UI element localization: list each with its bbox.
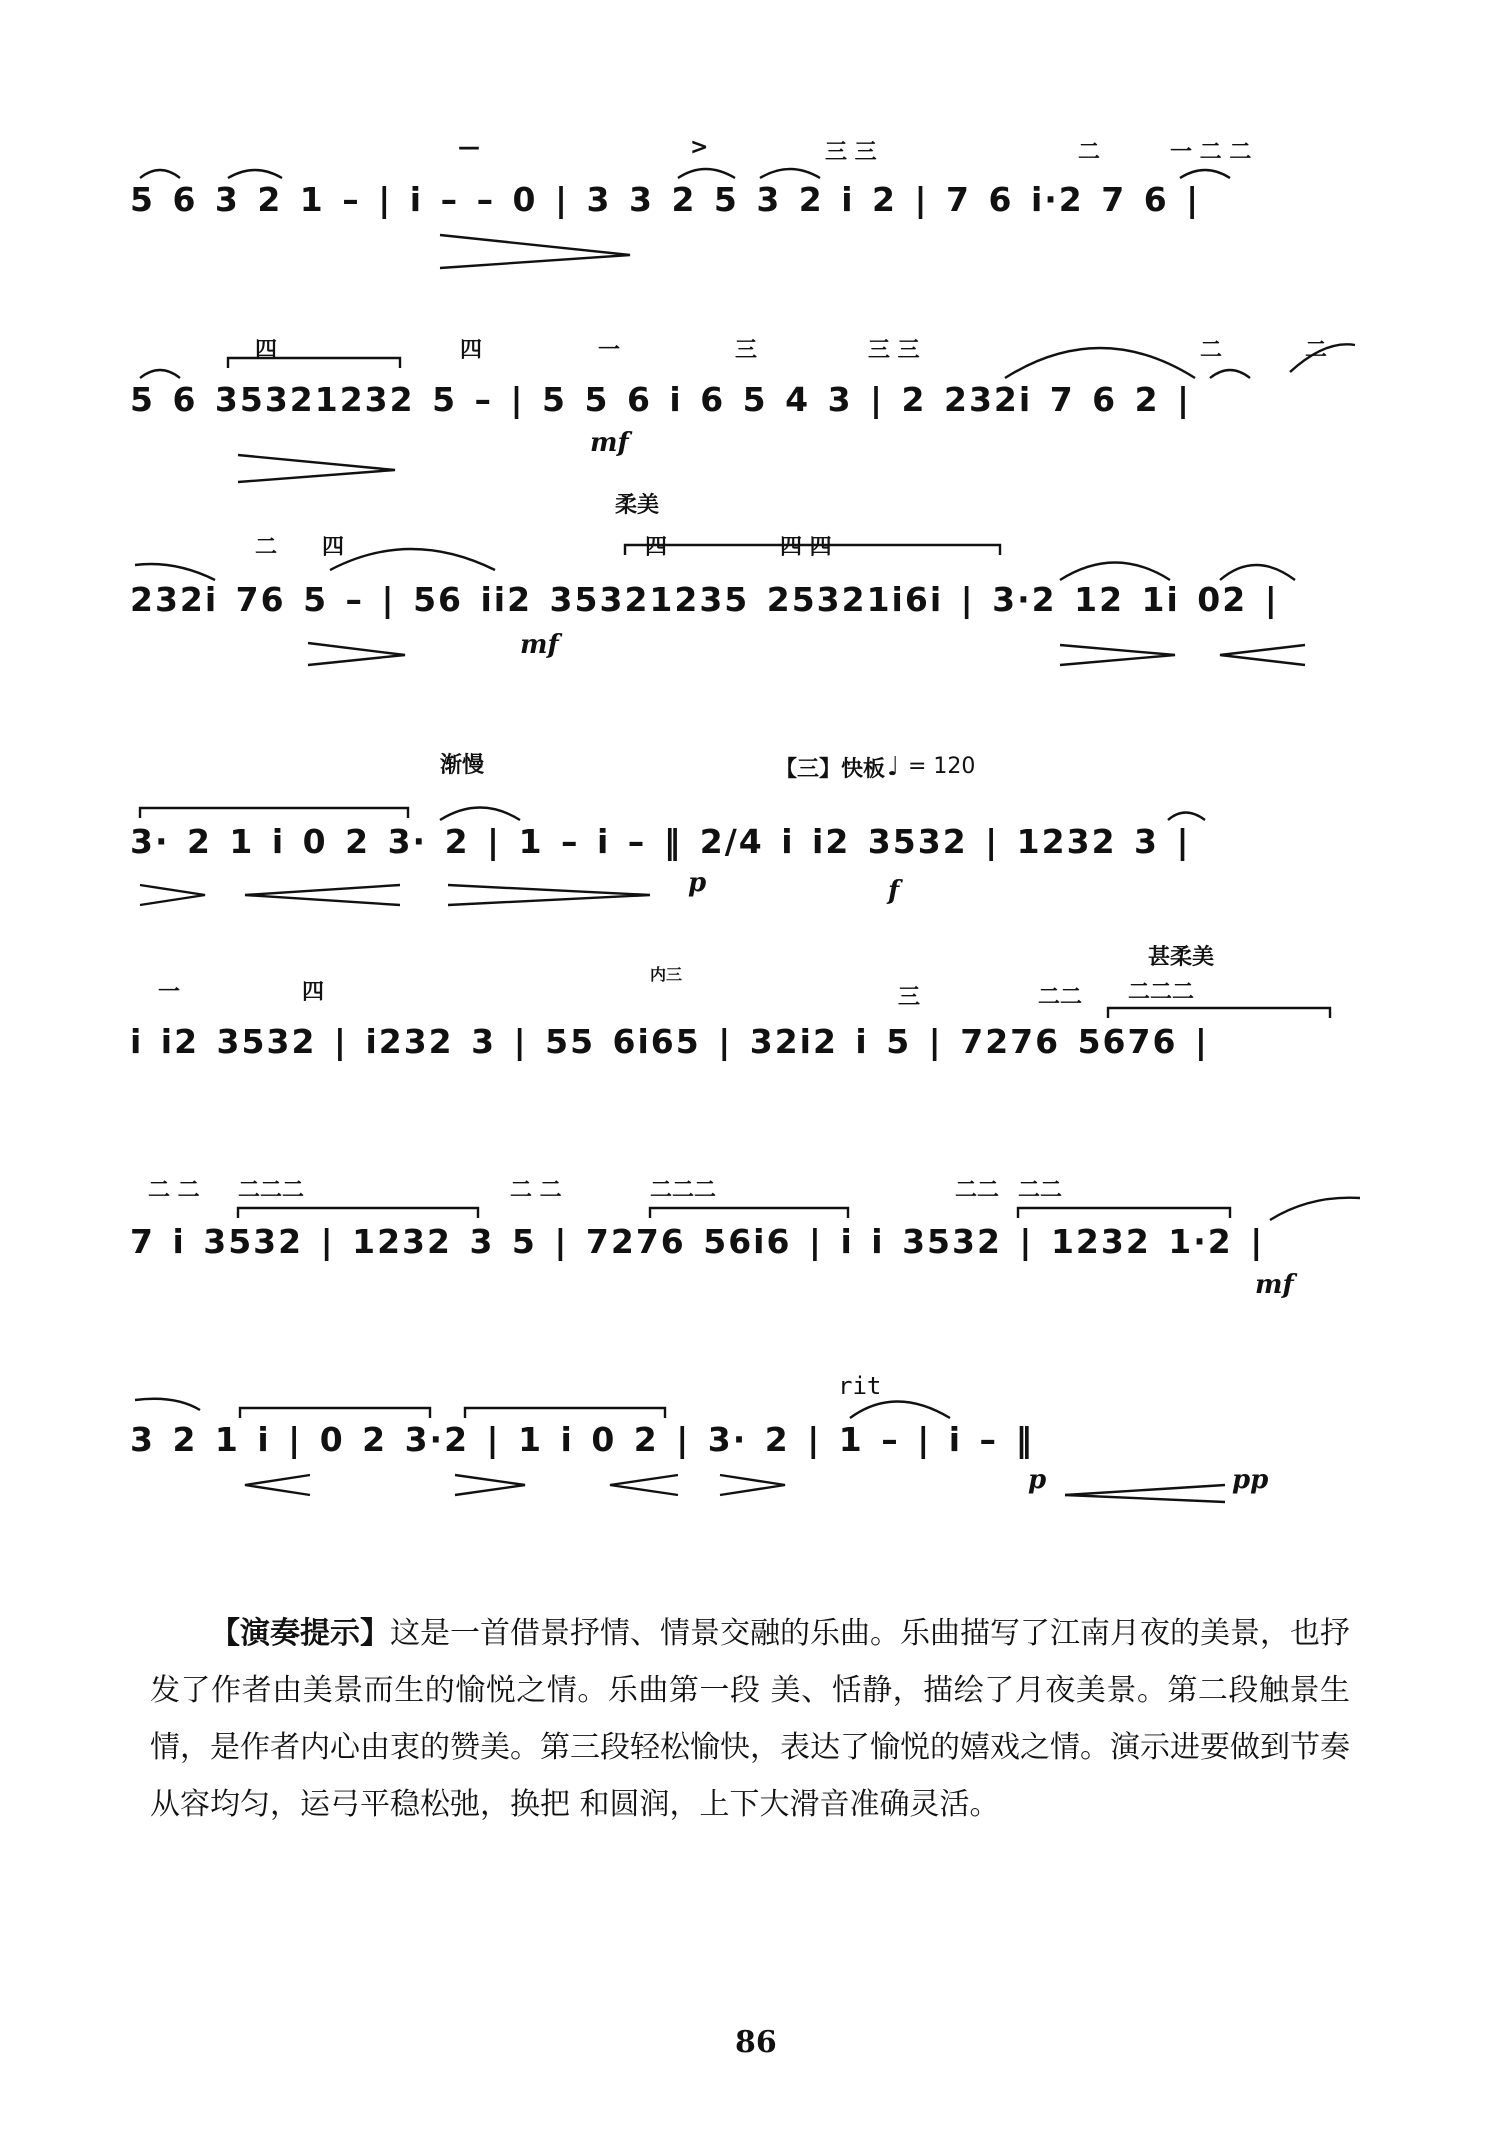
- fingering-l3-b: 四: [322, 535, 345, 560]
- dynamic-p-1: p: [688, 868, 707, 898]
- marking-jianman: 渐慢: [440, 753, 485, 778]
- notation-line-3: 232i 76 5 – | 56 ii2 35321235 25321i6i | 3·2 12 1i 02 |: [130, 580, 1279, 619]
- marking-roumei: 柔美: [615, 493, 660, 518]
- fingering-l6-c: 二 二: [510, 1178, 562, 1203]
- fingering-l5-b: 四: [302, 980, 325, 1005]
- marking-shenroumei: 甚柔美: [1148, 945, 1215, 970]
- fingering-l5-d: 三: [898, 985, 921, 1010]
- fingering-l2-c: 一: [598, 338, 621, 363]
- dynamic-mf-1: mf: [590, 428, 629, 458]
- fingering-l6-a: 二 二: [148, 1178, 200, 1203]
- dynamic-f-1: f: [888, 876, 900, 906]
- fingering-l5-f: 二二二: [1128, 980, 1195, 1005]
- fingering-l2-a: 四: [255, 338, 278, 363]
- fingering-l2-g: 二: [1305, 338, 1328, 363]
- fingering-l2-b: 四: [460, 338, 483, 363]
- fingering-l6-f: 二二: [1018, 1178, 1063, 1203]
- notation-line-5: i i2 3532 | i232 3 | 55 6i65 | 32i2 i 5 | 7276 5676 |: [130, 1022, 1209, 1061]
- notation-line-4: 3· 2 1 i 0 2 3· 2 | 1 – i – ‖ 2/4 i i2 3532 | 1232 3 |: [130, 822, 1191, 861]
- quarter-note-icon: ♩: [887, 752, 900, 782]
- fingering-l3-a: 二: [255, 535, 278, 560]
- fingering-l3-c: 四: [645, 535, 668, 560]
- tempo-value: = 120: [908, 754, 976, 779]
- fingering-l6-e: 二二: [955, 1178, 1000, 1203]
- dynamic-p-2: p: [1028, 1465, 1047, 1495]
- fingering-l6-d: 二二二: [650, 1178, 717, 1203]
- notation-line-1: 5 6 3 2 1 – | i – – 0 | 3 3 2 5 3 2 i 2 | 7 6 i·2 7 6 |: [130, 180, 1201, 219]
- fingering-l2-f: 二: [1200, 338, 1223, 363]
- notes-label: 【演奏提示】: [210, 1616, 390, 1651]
- dynamic-mf-3: mf: [1255, 1270, 1294, 1300]
- fingering-l1-a: —: [458, 135, 480, 160]
- marking-rit: rit: [838, 1372, 882, 1400]
- fingering-l5-e: 二二: [1038, 985, 1083, 1010]
- notation-line-6: 7 i 3532 | 1232 3 5 | 7276 56i6 | i i 3532 | 1232 1·2 |: [130, 1222, 1265, 1261]
- notation-line-7: 3 2 1 i | 0 2 3·2 | 1 i 0 2 | 3· 2 | 1 – | i – ‖: [130, 1420, 1035, 1459]
- fingering-l1-c: 二: [1078, 140, 1101, 165]
- notation-line-2: 5 6 35321232 5 – | 5 5 6 i 6 5 4 3 | 2 232i 7 6 2 |: [130, 380, 1192, 419]
- performance-notes: [150, 1605, 1350, 1833]
- notes-text: 这是一首借景抒情、情景交融的乐曲。乐曲描写了江南月夜的美景，也抒发了作者由美景而生的愉悦之情。乐曲第一段 美、恬静，描绘了月夜美景。第二段触景生情，是作者内心由衷的赞美。第三段轻松愉快，表达了愉悦的嬉戏之情。演示进要做到节奏从容均匀，运弓平稳松弛，换把 和圆润，上下大滑音准确灵活。: [150, 1616, 1350, 1822]
- fingering-l5-a: 一: [158, 980, 181, 1005]
- fingering-l6-b: 二二二: [238, 1178, 305, 1203]
- dynamic-pp: pp: [1232, 1465, 1269, 1495]
- fingering-l3-d: 四 四: [780, 535, 832, 560]
- section-title: 【三】快板: [775, 757, 886, 782]
- page-number: 86: [735, 2025, 777, 2060]
- fingering-l5-c: 内三: [650, 965, 683, 984]
- accent-l1: >: [690, 135, 709, 160]
- fingering-l2-d: 三: [735, 338, 758, 363]
- fingering-l1-d: 一 二 二: [1170, 140, 1252, 165]
- fingering-l2-e: 三 三: [868, 338, 920, 363]
- dynamic-mf-2: mf: [520, 630, 559, 660]
- fingering-l1-b: 三 三: [825, 140, 877, 165]
